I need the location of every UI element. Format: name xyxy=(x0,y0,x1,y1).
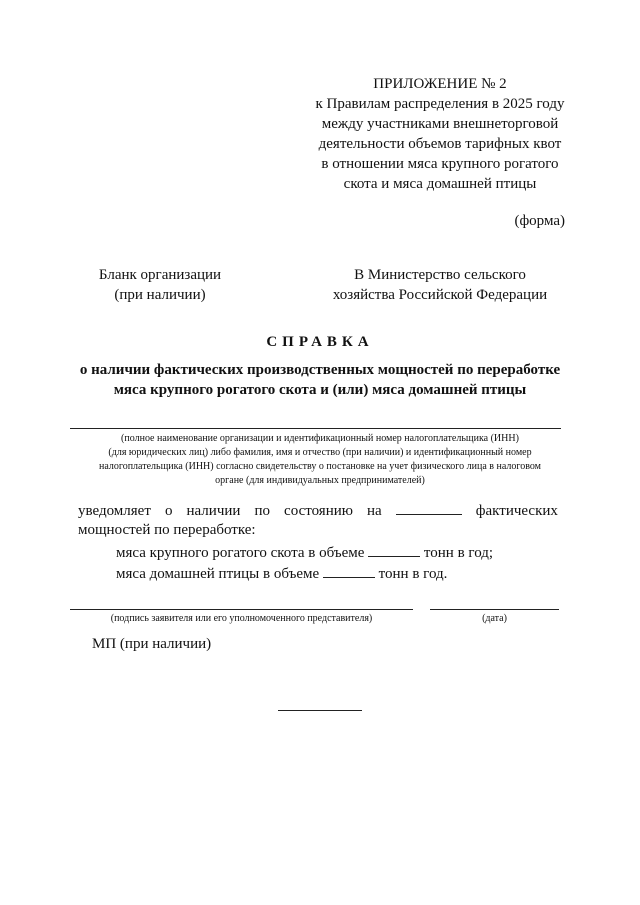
stamp-placeholder: МП (при наличии) xyxy=(92,636,212,652)
signature-line xyxy=(70,609,413,610)
letterhead-line: Бланк организации xyxy=(98,267,222,283)
organization-name-line xyxy=(70,428,561,429)
letterhead-note: (при наличии) xyxy=(114,287,206,303)
notice-line-2: мощностей по переработке: xyxy=(78,522,256,538)
date-line xyxy=(430,609,559,610)
appendix-line: деятельности объемов тарифных квот xyxy=(318,136,562,152)
document-title: СПРАВКА xyxy=(266,334,374,350)
poultry-volume-blank xyxy=(323,563,375,578)
addressee-line: хозяйства Российской Федерации xyxy=(332,287,548,303)
notice-word: по xyxy=(254,503,270,519)
notice-word: фактических xyxy=(475,503,558,519)
cattle-capacity-unit: тонн в год; xyxy=(423,545,494,561)
addressee xyxy=(320,265,560,305)
appendix-header xyxy=(300,74,580,194)
caption-line: (полное наименование организации и идентификационный номер налогоплательщика (ИНН) xyxy=(121,433,519,444)
notice-word: наличии xyxy=(186,503,241,519)
signature-caption: (подпись заявителя или его уполномоченного представителя) xyxy=(110,613,373,624)
appendix-line: ПРИЛОЖЕНИЕ № 2 xyxy=(373,76,507,92)
appendix-line: в отношении мяса крупного рогатого xyxy=(321,156,559,172)
end-line xyxy=(278,710,362,711)
poultry-capacity-label: мяса домашней птицы в объеме xyxy=(116,566,320,582)
cattle-volume-blank xyxy=(368,542,420,557)
notice-line xyxy=(78,500,558,522)
document-subtitle xyxy=(60,360,580,400)
date-caption: (дата) xyxy=(482,613,507,624)
cattle-capacity-label: мяса крупного рогатого скота в объеме xyxy=(116,545,365,561)
form-note: (форма) xyxy=(514,213,565,229)
caption-line: органе (для индивидуальных предпринимателей) xyxy=(215,475,425,486)
poultry-capacity-unit: тонн в год. xyxy=(378,566,448,582)
notice-word: о xyxy=(164,503,173,519)
notice-word: на xyxy=(367,503,382,519)
appendix-line: скота и мяса домашней птицы xyxy=(343,176,537,192)
cattle-capacity-line xyxy=(116,542,493,562)
organization-caption xyxy=(70,432,570,488)
date-blank xyxy=(396,500,462,515)
appendix-line: между участниками внешнеторговой xyxy=(321,116,559,132)
notice-word: состоянию xyxy=(284,503,353,519)
addressee-line: В Министерство сельского xyxy=(354,267,526,283)
notice-word: уведомляет xyxy=(78,503,151,519)
organization-letterhead xyxy=(60,265,260,305)
subtitle-line: о наличии фактических производственных мощностей по переработке xyxy=(79,362,561,378)
caption-line: (для юридических лиц) либо фамилия, имя и отчество (при наличии) и идентификационный номер xyxy=(108,447,532,458)
subtitle-line: мяса крупного рогатого скота и (или) мяса домашней птицы xyxy=(113,382,527,398)
appendix-line: к Правилам распределения в 2025 году xyxy=(315,96,565,112)
caption-line: налогоплательщика (ИНН) согласно свидетельству о постановке на учет физического лица в налоговом xyxy=(98,461,542,472)
poultry-capacity-line xyxy=(116,563,447,583)
